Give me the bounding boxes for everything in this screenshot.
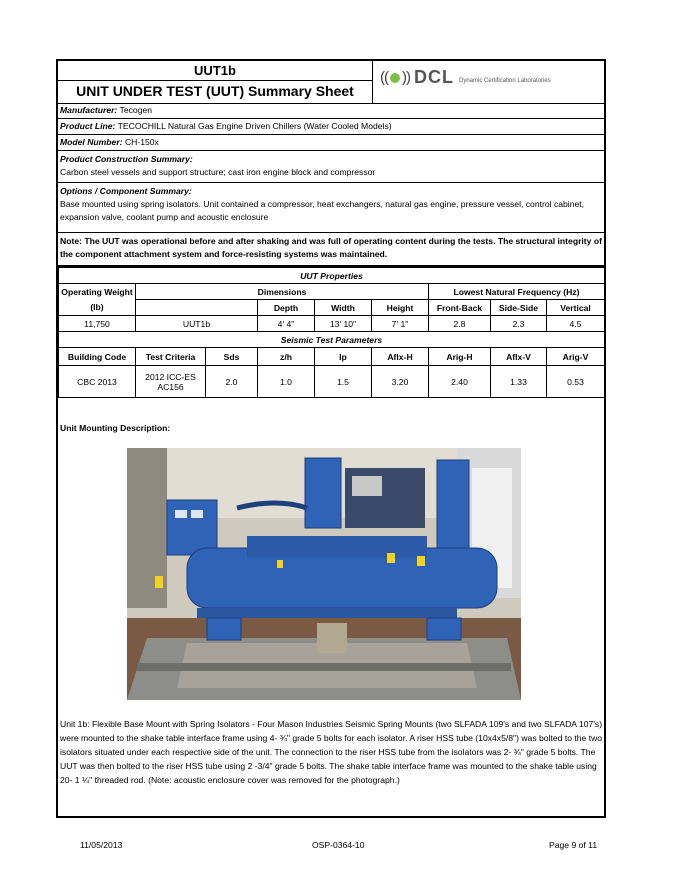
side-side-header: Side-Side xyxy=(491,300,547,316)
aflx-v-value: 1.33 xyxy=(491,366,547,398)
footer-doc-id: OSP-0364-10 xyxy=(312,840,365,850)
product-line-row xyxy=(58,119,604,135)
test-criteria-value xyxy=(136,366,206,398)
title-block xyxy=(58,61,373,103)
logo-subtitle: Dynamic Certification Laboratories xyxy=(459,77,551,84)
front-back-value: 2.8 xyxy=(429,316,491,332)
logo-text: DCL xyxy=(414,67,454,87)
building-code-value: CBC 2013 xyxy=(59,366,136,398)
model-number-label: Model Number: xyxy=(60,137,123,147)
product-line-label: Product Line: xyxy=(60,121,116,131)
arig-v-value: 0.53 xyxy=(547,366,605,398)
zh-value: 1.0 xyxy=(258,366,315,398)
sheet-header xyxy=(58,61,604,104)
uut-id: UUT1b xyxy=(194,63,236,78)
seismic-header-cell: Ip xyxy=(315,348,372,366)
seismic-header-cell: Test Criteria xyxy=(136,348,206,366)
dcl-logo xyxy=(380,67,551,88)
test-criteria-line-1: 2012 ICC-ES xyxy=(145,371,196,382)
seismic-header-cell: Aflx-H xyxy=(372,348,429,366)
unit-header-blank xyxy=(136,300,258,316)
uut-properties-heading: UUT Properties xyxy=(59,268,605,284)
logo-wave-right-icon: )) xyxy=(402,69,410,86)
test-criteria-line-2: AC156 xyxy=(157,381,184,392)
logo-wave-left-icon: (( xyxy=(380,69,388,86)
footer-page-number: Page 9 of 11 xyxy=(549,840,598,850)
arig-h-value: 2.40 xyxy=(429,366,491,398)
aflx-h-value: 3.20 xyxy=(372,366,429,398)
height-header: Height xyxy=(372,300,429,316)
manufacturer-row xyxy=(58,103,604,119)
page-title: UNIT UNDER TEST (UUT) Summary Sheet xyxy=(76,83,354,99)
seismic-header-cell: Arig-H xyxy=(429,348,491,366)
seismic-header-cell: z/h xyxy=(258,348,315,366)
side-side-value: 2.3 xyxy=(491,316,547,332)
options-value: Base mounted using spring isolators. Unit contained a compressor, heat exchangers, natural gas engine, pressure vessel, control cabinet, expansion valve, coolant pump and acoustic enclosure xyxy=(60,199,585,222)
ip-value: 1.5 xyxy=(315,366,372,398)
construction-row xyxy=(58,151,604,183)
sds-value: 2.0 xyxy=(206,366,258,398)
operating-weight-unit: (lb) xyxy=(59,300,136,316)
height-value: 7' 1" xyxy=(372,316,429,332)
seismic-header-cell: Building Code xyxy=(59,348,136,366)
mounting-label: Unit Mounting Description: xyxy=(60,423,171,433)
operating-weight-value: 11,750 xyxy=(59,316,136,332)
width-header: Width xyxy=(315,300,372,316)
properties-table xyxy=(58,267,605,398)
vertical-header: Vertical xyxy=(547,300,605,316)
unit-photo xyxy=(127,448,521,700)
note-row xyxy=(58,233,604,267)
seismic-heading: Seismic Test Parameters xyxy=(59,332,605,348)
construction-value: Carbon steel vessels and support structure; cast iron engine block and compressor xyxy=(60,167,376,177)
options-row xyxy=(58,183,604,233)
construction-label: Product Construction Summary: xyxy=(60,154,193,164)
frequency-header: Lowest Natural Frequency (Hz) xyxy=(429,284,605,300)
manufacturer-value: Tecogen xyxy=(119,105,153,115)
summary-sheet xyxy=(56,59,606,818)
depth-value: 4' 4" xyxy=(258,316,315,332)
seismic-header-cell: Aflx-V xyxy=(491,348,547,366)
model-number-row xyxy=(58,135,604,151)
seismic-header-cell: Sds xyxy=(206,348,258,366)
front-back-header: Front-Back xyxy=(429,300,491,316)
product-line-value: TECOCHILL Natural Gas Engine Driven Chillers (Water Cooled Models) xyxy=(117,121,392,131)
seismic-header-cell: Arig-V xyxy=(547,348,605,366)
unit-value: UUT1b xyxy=(136,316,258,332)
title-divider xyxy=(58,80,372,81)
options-label: Options / Component Summary: xyxy=(60,186,192,196)
dimensions-header: Dimensions xyxy=(136,284,429,300)
footer-date: 11/05/2013 xyxy=(80,840,123,850)
model-number-value: CH-150x xyxy=(124,137,159,147)
manufacturer-label: Manufacturer: xyxy=(60,105,118,115)
note-text: Note: The UUT was operational before and after shaking and was full of operating content during the tests. The structural integrity of the component attachment system and force-resisting systems was maintained. xyxy=(60,236,602,259)
width-value: 13' 10" xyxy=(315,316,372,332)
vertical-value: 4.5 xyxy=(547,316,605,332)
operating-weight-header: Operating Weight xyxy=(59,284,136,300)
mounting-description: Unit 1b: Flexible Base Mount with Spring Isolators - Four Mason Industries Seismic Spring Mounts (two SLFADA 109's and two SLFADA 107's) were mounted to the shake table interface frame using 4- ¾" grade 5 bolts for each isolator. A riser HSS tube (10x4x5/8") was bolted to the two isolators situated under each respective side of the unit. The connection to the riser HSS tube from the isolators was 2- ¾" grade 5 bolts. The UUT was then bolted to the riser HSS tube using 2 -3/4" grade 5 bolts. The shake table interface frame was mounted to the shake table using 20- 1 ¼" threaded rod. (Note: acoustic enclosure cover was removed for the photograph.) xyxy=(60,719,603,785)
logo-green-dot-icon xyxy=(390,73,400,83)
chiller-photo-illustration xyxy=(127,448,521,700)
depth-header: Depth xyxy=(258,300,315,316)
